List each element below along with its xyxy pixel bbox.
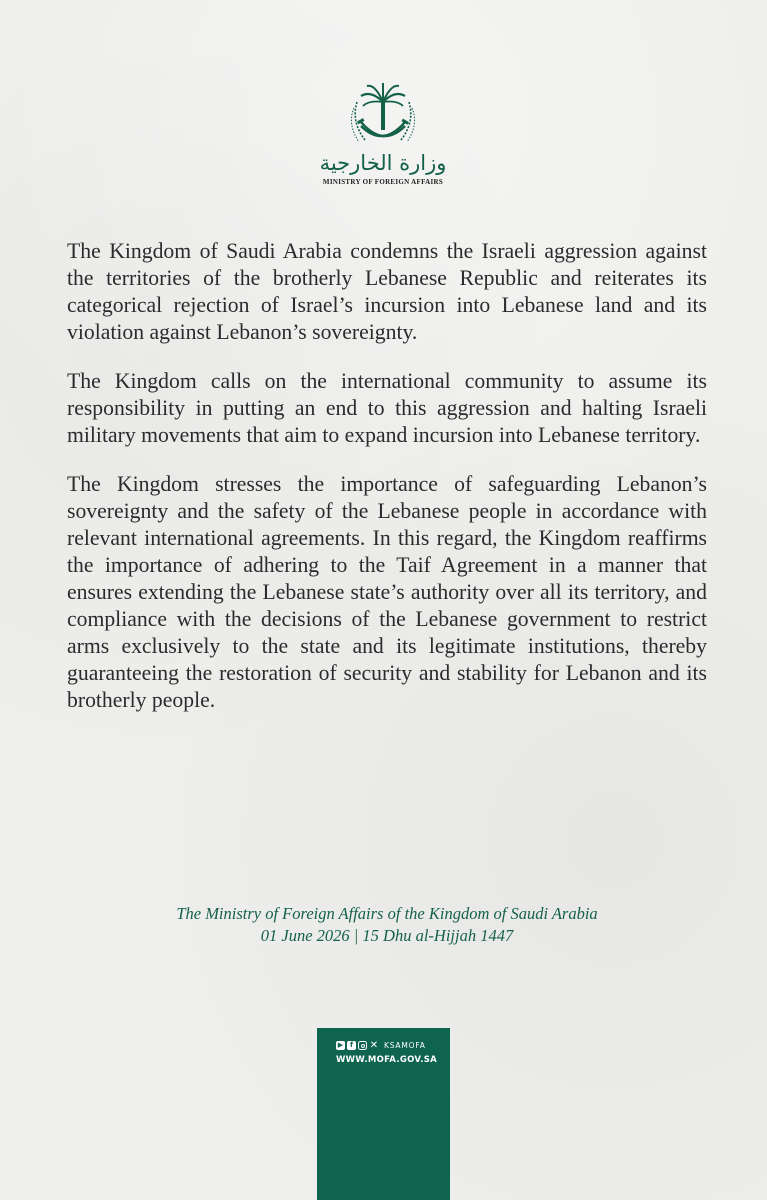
youtube-icon[interactable]: ▶ <box>337 1041 344 1049</box>
palm-and-swords-emblem-icon <box>343 82 423 154</box>
statement-paragraph-3: The Kingdom stresses the importance of safeguarding Lebanon’s sovereignty and the safety of the Lebanese people in accordance with relevant international agreements. In this regard, the Kingdom reaffirms the importance of adhering to the Taif Agreement in a manner that ensures extending the Lebanese state’s authority over all its territory, and compliance with the decisions of the Lebanese government to restrict arms exclusively to the state and its legitimate institutions, thereby guaranteeing the restoration of security and stability for Lebanon and its brotherly people. <box>67 472 707 712</box>
footer-contact-box <box>317 1028 450 1200</box>
social-handle: KSAMOFA <box>384 1041 426 1050</box>
statement-paragraph-1: The Kingdom of Saudi Arabia condemns the Israeli aggression against the territories of the brotherly Lebanese Republic and reiterates its categorical rejection of Israel’s incursion into Lebanese land and its violation against Lebanon’s sovereignty. <box>67 239 707 344</box>
statement-body <box>67 238 707 736</box>
instagram-icon[interactable] <box>358 1041 367 1050</box>
signature-date: 01 June 2026 | 15 Dhu al-Hijjah 1447 <box>260 926 514 945</box>
signature-block <box>67 903 707 947</box>
website-link[interactable]: WWW.MOFA.GOV.SA <box>336 1055 438 1065</box>
social-links-row <box>336 1041 426 1050</box>
ministry-english-name: MINISTRY OF FOREIGN AFFAIRS <box>322 178 444 186</box>
signature-issuer: The Ministry of Foreign Affairs of the Kingdom of Saudi Arabia <box>176 904 598 923</box>
statement-paragraph-2: The Kingdom calls on the international community to assume its responsibility in putting an end to this aggression and halting Israeli military movements that aim to expand incursion into Lebanese territory. <box>67 369 707 447</box>
facebook-icon[interactable]: f <box>347 1041 356 1050</box>
x-icon[interactable]: ✕ <box>369 1040 379 1051</box>
ministry-arabic-name: وزارة الخارجية <box>319 151 447 175</box>
